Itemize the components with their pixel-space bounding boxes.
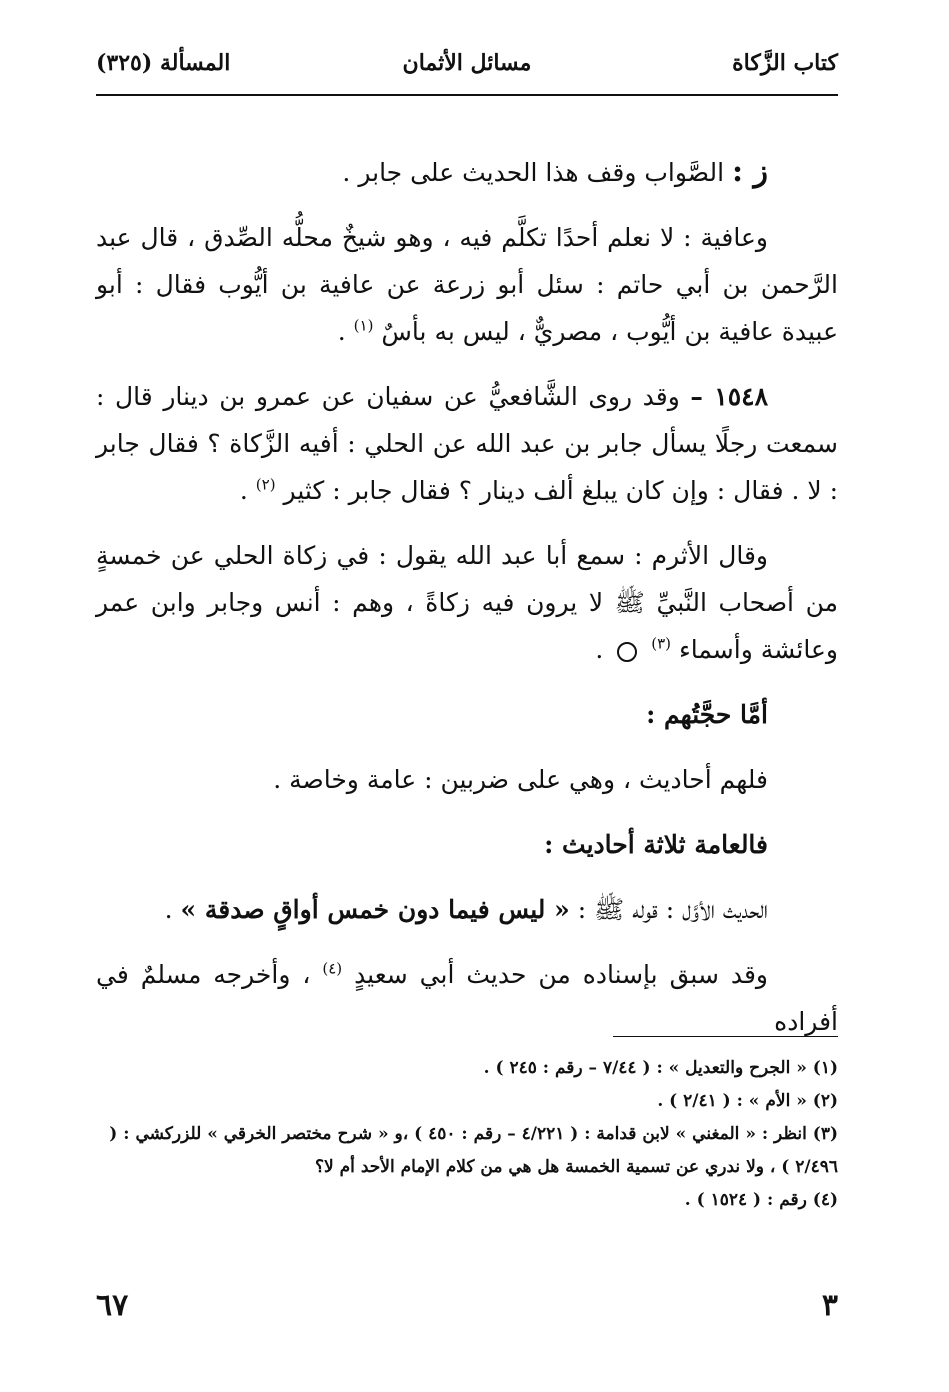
header-divider <box>96 94 838 96</box>
header-issue-number: المسألة (٣٢٥) <box>96 50 231 76</box>
heading-general-hadiths: فالعامة ثلاثة أحاديث : <box>544 830 768 859</box>
paragraph-2 <box>96 214 838 355</box>
volume-number: ٣ <box>821 1288 838 1323</box>
footnote-ref-3: (٣) <box>651 634 672 653</box>
footnote-ref-1: (١) <box>353 316 374 335</box>
paragraph-6: فلهم أحاديث ، وهي على ضربين : عامة وخاصة . <box>273 765 768 794</box>
paragraph-4-end: . <box>595 635 604 664</box>
paragraph-2-text: وعافية : لا نعلم أحدًا تكلَّم فيه ، وهو شيخٌ محلُّه الصِّدق ، قال عبد الرَّحمن بن أبي حاتم : سئل أبو زرعة عن عافية بن أيُّوب فقال : أبو عبيدة عافية بن أيُّوب ، مصريٌّ ، ليس به بأسٌ <box>96 223 838 346</box>
paragraph-3-end: . <box>239 476 248 505</box>
page-number: ٦٧ <box>96 1288 129 1323</box>
paragraph-1 <box>96 148 838 196</box>
paragraph-4 <box>96 532 838 673</box>
footnote-divider <box>613 1036 838 1037</box>
footnote-2: (٢) « الأم » : ( ٢/٤١ ) . <box>657 1091 838 1111</box>
footnote-ref-2: (٢) <box>255 475 276 494</box>
hadith-quote: « ليس فيما دون خمس أواقٍ صدقة » <box>180 895 570 924</box>
paragraph-8 <box>96 886 838 933</box>
hadith-number: ١٥٤٨ – <box>690 382 768 411</box>
footnote-ref-4: (٤) <box>322 959 343 978</box>
paragraph-9-text: وقد سبق بإسناده من حديث أبي سعيدٍ <box>354 960 768 989</box>
footnote-3: (٣) انظر : « المغني » لابن قدامة : ( ٤/٢٢١ – رقم : ٤٥٠ ) ،و « شرح مختصر الخرقي » للزركشي : ( ٢/٤٩٦ ) ، ولا ندري عن تسمية الخمسة هل هي من كلام الإمام الأحد أم لا؟ <box>109 1124 838 1177</box>
paragraph-9 <box>96 951 838 1045</box>
paragraph-1-text: الصَّواب وقف هذا الحديث على جابر . <box>342 158 725 187</box>
main-text <box>96 148 838 1063</box>
paragraph-8-text: الحديث الأوَّل : قوله ﷺ : <box>577 895 768 924</box>
paragraph-8-end: . <box>164 895 173 924</box>
footnotes <box>96 1052 838 1217</box>
heading-their-argument: أمَّا حجَّتُهم : <box>646 700 768 729</box>
paragraph-4-text: وقال الأثرم : سمع أبا عبد الله يقول : في زكاة الحلي عن خمسةٍ من أصحاب النَّبيِّ ﷺ لا يرون فيه زكاةً ، وهم : أنس وجابر وابن عمر وعائشة وأسماء <box>96 541 838 664</box>
header-chapter-title: مسائل الأثمان <box>402 50 532 76</box>
marker-zay: ز : <box>731 154 768 189</box>
paragraph-9-text-b: ، وأخرجه مسلمٌ في أفراده <box>96 960 838 1036</box>
footnote-1: (١) « الجرح والتعديل » : ( ٧/٤٤ – رقم : ٢٤٥ ) . <box>483 1058 838 1078</box>
running-header <box>96 50 838 90</box>
paragraph-3 <box>96 373 838 514</box>
paragraph-2-end: . <box>337 317 346 346</box>
header-book-title: كتاب الزَّكاة <box>732 50 838 76</box>
footnote-4: (٤) رقم : ( ١٥٢٤ ) . <box>684 1190 838 1210</box>
paragraph-3-text: وقد روى الشَّافعيُّ عن سفيان عن عمرو بن دينار قال : سمعت رجلًا يسأل جابر بن عبد الله عن الحلي : أفيه الزَّكاة ؟ فقال جابر : لا . فقال : وإن كان يبلغ ألف دينار ؟ فقال جابر : كثير <box>96 382 838 505</box>
circle-icon <box>617 642 637 662</box>
